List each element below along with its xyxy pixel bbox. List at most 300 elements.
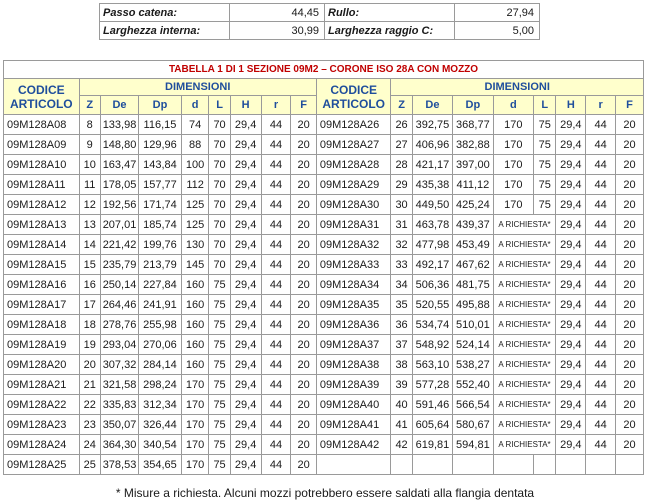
cell-de: 392,75 bbox=[412, 115, 452, 135]
cell-r: 44 bbox=[261, 135, 291, 155]
column-header-h: H bbox=[556, 96, 586, 115]
column-header-h: H bbox=[230, 96, 261, 115]
cell-d: 125 bbox=[181, 195, 209, 215]
cell-z: 29 bbox=[391, 175, 412, 195]
cell-z: 37 bbox=[391, 335, 412, 355]
cell-f: 20 bbox=[291, 295, 317, 315]
cell-de: 449,50 bbox=[412, 195, 452, 215]
cell-f: 20 bbox=[291, 155, 317, 175]
cell-de: 335,83 bbox=[100, 395, 138, 415]
spec-row bbox=[100, 4, 540, 22]
cell-d: 170 bbox=[493, 175, 533, 195]
article-code: 09M128A40 bbox=[316, 395, 391, 415]
article-code: 09M128A11 bbox=[4, 175, 80, 195]
cell-l: 75 bbox=[209, 415, 230, 435]
cell-r: 44 bbox=[261, 295, 291, 315]
article-code: 09M128A36 bbox=[316, 315, 391, 335]
article-code: 09M128A29 bbox=[316, 175, 391, 195]
cell-d: 88 bbox=[181, 135, 209, 155]
cell-f: 20 bbox=[291, 175, 317, 195]
sprocket-table bbox=[3, 60, 644, 475]
column-header-z: Z bbox=[79, 96, 100, 115]
on-request-note: A RICHIESTA* bbox=[493, 315, 556, 335]
cell-z: 16 bbox=[79, 275, 100, 295]
cell-h: 29,4 bbox=[230, 295, 261, 315]
column-header-l: L bbox=[534, 96, 556, 115]
empty-cell bbox=[412, 455, 452, 475]
empty-cell bbox=[453, 455, 493, 475]
cell-de: 321,58 bbox=[100, 375, 138, 395]
article-code: 09M128A38 bbox=[316, 355, 391, 375]
cell-f: 20 bbox=[291, 375, 317, 395]
cell-h: 29,4 bbox=[556, 235, 586, 255]
table-row bbox=[4, 455, 644, 475]
table-title: TABELLA 1 DI 1 SEZIONE 09M2 – CORONE ISO 28A CON MOZZO bbox=[4, 61, 644, 79]
table-row bbox=[4, 115, 644, 135]
cell-h: 29,4 bbox=[556, 115, 586, 135]
cell-dp: 397,00 bbox=[453, 155, 493, 175]
spec-label: Passo catena: bbox=[100, 4, 230, 22]
article-code: 09M128A16 bbox=[4, 275, 80, 295]
table-title-row bbox=[4, 61, 644, 79]
table-row bbox=[4, 275, 644, 295]
cell-f: 20 bbox=[291, 435, 317, 455]
cell-d: 160 bbox=[181, 335, 209, 355]
cell-f: 20 bbox=[616, 375, 644, 395]
dimensions-header-right: DIMENSIONI bbox=[391, 79, 644, 96]
cell-z: 41 bbox=[391, 415, 412, 435]
article-code: 09M128A13 bbox=[4, 215, 80, 235]
cell-r: 44 bbox=[586, 415, 616, 435]
cell-l: 75 bbox=[209, 275, 230, 295]
cell-f: 20 bbox=[616, 115, 644, 135]
on-request-note: A RICHIESTA* bbox=[493, 215, 556, 235]
cell-r: 44 bbox=[586, 115, 616, 135]
cell-de: 350,07 bbox=[100, 415, 138, 435]
cell-r: 44 bbox=[261, 235, 291, 255]
cell-dp: 129,96 bbox=[139, 135, 182, 155]
on-request-note: A RICHIESTA* bbox=[493, 235, 556, 255]
cell-z: 15 bbox=[79, 255, 100, 275]
spec-label: Rullo: bbox=[325, 4, 455, 22]
cell-l: 75 bbox=[209, 395, 230, 415]
table-row bbox=[4, 255, 644, 275]
cell-r: 44 bbox=[586, 235, 616, 255]
table-row bbox=[4, 295, 644, 315]
cell-d: 170 bbox=[493, 195, 533, 215]
cell-de: 163,47 bbox=[100, 155, 138, 175]
cell-l: 75 bbox=[209, 455, 230, 475]
spec-label: Larghezza interna: bbox=[100, 22, 230, 40]
cell-de: 221,42 bbox=[100, 235, 138, 255]
cell-r: 44 bbox=[586, 315, 616, 335]
cell-z: 31 bbox=[391, 215, 412, 235]
cell-l: 75 bbox=[209, 335, 230, 355]
article-code: 09M128A31 bbox=[316, 215, 391, 235]
cell-f: 20 bbox=[291, 275, 317, 295]
column-header-f: F bbox=[291, 96, 317, 115]
cell-r: 44 bbox=[586, 175, 616, 195]
table-row bbox=[4, 195, 644, 215]
cell-de: 364,30 bbox=[100, 435, 138, 455]
cell-z: 12 bbox=[79, 195, 100, 215]
cell-f: 20 bbox=[616, 175, 644, 195]
code-header-right: CODICE ARTICOLO bbox=[316, 79, 391, 115]
cell-de: 250,14 bbox=[100, 275, 138, 295]
table-row bbox=[4, 215, 644, 235]
cell-r: 44 bbox=[261, 315, 291, 335]
cell-l: 75 bbox=[534, 175, 556, 195]
cell-d: 160 bbox=[181, 275, 209, 295]
cell-f: 20 bbox=[291, 315, 317, 335]
cell-de: 435,38 bbox=[412, 175, 452, 195]
cell-h: 29,4 bbox=[556, 295, 586, 315]
cell-dp: 425,24 bbox=[453, 195, 493, 215]
cell-f: 20 bbox=[291, 255, 317, 275]
cell-r: 44 bbox=[261, 175, 291, 195]
cell-dp: 185,74 bbox=[139, 215, 182, 235]
cell-z: 11 bbox=[79, 175, 100, 195]
cell-f: 20 bbox=[291, 355, 317, 375]
cell-l: 70 bbox=[209, 115, 230, 135]
cell-f: 20 bbox=[291, 135, 317, 155]
column-header-l: L bbox=[209, 96, 230, 115]
cell-r: 44 bbox=[261, 395, 291, 415]
cell-dp: 143,84 bbox=[139, 155, 182, 175]
cell-f: 20 bbox=[616, 195, 644, 215]
cell-z: 28 bbox=[391, 155, 412, 175]
cell-h: 29,4 bbox=[556, 375, 586, 395]
cell-d: 170 bbox=[181, 395, 209, 415]
article-code: 09M128A21 bbox=[4, 375, 80, 395]
cell-h: 29,4 bbox=[230, 335, 261, 355]
cell-d: 170 bbox=[493, 115, 533, 135]
cell-z: 39 bbox=[391, 375, 412, 395]
cell-d: 100 bbox=[181, 155, 209, 175]
cell-l: 75 bbox=[209, 295, 230, 315]
cell-z: 32 bbox=[391, 235, 412, 255]
article-code: 09M128A22 bbox=[4, 395, 80, 415]
on-request-note: A RICHIESTA* bbox=[493, 255, 556, 275]
table-row bbox=[4, 315, 644, 335]
cell-de: 264,46 bbox=[100, 295, 138, 315]
cell-r: 44 bbox=[261, 155, 291, 175]
cell-h: 29,4 bbox=[556, 315, 586, 335]
cell-r: 44 bbox=[586, 195, 616, 215]
spec-table bbox=[99, 3, 540, 40]
cell-dp: 510,01 bbox=[453, 315, 493, 335]
article-code: 09M128A34 bbox=[316, 275, 391, 295]
cell-d: 170 bbox=[181, 375, 209, 395]
cell-z: 8 bbox=[79, 115, 100, 135]
cell-l: 70 bbox=[209, 215, 230, 235]
cell-z: 25 bbox=[79, 455, 100, 475]
cell-de: 605,64 bbox=[412, 415, 452, 435]
cell-h: 29,4 bbox=[556, 215, 586, 235]
cell-z: 24 bbox=[79, 435, 100, 455]
cell-f: 20 bbox=[291, 395, 317, 415]
article-code: 09M128A08 bbox=[4, 115, 80, 135]
on-request-note: A RICHIESTA* bbox=[493, 275, 556, 295]
cell-f: 20 bbox=[291, 455, 317, 475]
cell-d: 170 bbox=[181, 455, 209, 475]
footnote: * Misure a richiesta. Alcuni mozzi potrebbero essere saldati alla flangia dentata bbox=[115, 486, 535, 500]
cell-z: 27 bbox=[391, 135, 412, 155]
article-code: 09M128A27 bbox=[316, 135, 391, 155]
spec-value: 5,00 bbox=[455, 22, 540, 40]
cell-dp: 580,67 bbox=[453, 415, 493, 435]
cell-d: 170 bbox=[181, 415, 209, 435]
cell-h: 29,4 bbox=[230, 195, 261, 215]
cell-h: 29,4 bbox=[230, 375, 261, 395]
code-header-left: CODICE ARTICOLO bbox=[4, 79, 80, 115]
article-code: 09M128A30 bbox=[316, 195, 391, 215]
cell-r: 44 bbox=[586, 375, 616, 395]
cell-h: 29,4 bbox=[556, 155, 586, 175]
article-code: 09M128A09 bbox=[4, 135, 80, 155]
cell-dp: 481,75 bbox=[453, 275, 493, 295]
cell-d: 170 bbox=[493, 155, 533, 175]
column-header-z: Z bbox=[391, 96, 412, 115]
cell-d: 170 bbox=[493, 135, 533, 155]
cell-f: 20 bbox=[616, 155, 644, 175]
article-code: 09M128A28 bbox=[316, 155, 391, 175]
cell-de: 192,56 bbox=[100, 195, 138, 215]
cell-z: 35 bbox=[391, 295, 412, 315]
cell-l: 70 bbox=[209, 235, 230, 255]
cell-r: 44 bbox=[586, 355, 616, 375]
cell-l: 75 bbox=[209, 375, 230, 395]
cell-h: 29,4 bbox=[556, 435, 586, 455]
cell-h: 29,4 bbox=[230, 235, 261, 255]
cell-f: 20 bbox=[616, 135, 644, 155]
cell-z: 20 bbox=[79, 355, 100, 375]
cell-dp: 255,98 bbox=[139, 315, 182, 335]
cell-r: 44 bbox=[586, 395, 616, 415]
cell-h: 29,4 bbox=[230, 355, 261, 375]
cell-dp: 199,76 bbox=[139, 235, 182, 255]
cell-z: 33 bbox=[391, 255, 412, 275]
cell-de: 148,80 bbox=[100, 135, 138, 155]
column-header-r: r bbox=[586, 96, 616, 115]
cell-z: 14 bbox=[79, 235, 100, 255]
cell-de: 548,92 bbox=[412, 335, 452, 355]
cell-de: 421,17 bbox=[412, 155, 452, 175]
article-code: 09M128A35 bbox=[316, 295, 391, 315]
cell-d: 145 bbox=[181, 255, 209, 275]
spec-value: 30,99 bbox=[230, 22, 325, 40]
cell-dp: 298,24 bbox=[139, 375, 182, 395]
cell-r: 44 bbox=[261, 435, 291, 455]
cell-z: 30 bbox=[391, 195, 412, 215]
cell-z: 18 bbox=[79, 315, 100, 335]
cell-z: 19 bbox=[79, 335, 100, 355]
cell-h: 29,4 bbox=[556, 275, 586, 295]
cell-de: 133,98 bbox=[100, 115, 138, 135]
cell-z: 21 bbox=[79, 375, 100, 395]
cell-l: 75 bbox=[534, 195, 556, 215]
column-header-d: d bbox=[493, 96, 533, 115]
cell-z: 26 bbox=[391, 115, 412, 135]
cell-h: 29,4 bbox=[556, 395, 586, 415]
article-code: 09M128A19 bbox=[4, 335, 80, 355]
cell-d: 170 bbox=[181, 435, 209, 455]
cell-dp: 453,49 bbox=[453, 235, 493, 255]
table-row bbox=[4, 395, 644, 415]
cell-dp: 354,65 bbox=[139, 455, 182, 475]
table-row bbox=[4, 355, 644, 375]
cell-h: 29,4 bbox=[556, 355, 586, 375]
cell-dp: 227,84 bbox=[139, 275, 182, 295]
cell-dp: 566,54 bbox=[453, 395, 493, 415]
cell-dp: 241,91 bbox=[139, 295, 182, 315]
cell-f: 20 bbox=[291, 335, 317, 355]
table-row bbox=[4, 415, 644, 435]
cell-h: 29,4 bbox=[556, 135, 586, 155]
empty-cell bbox=[316, 455, 391, 475]
cell-r: 44 bbox=[261, 215, 291, 235]
cell-h: 29,4 bbox=[230, 175, 261, 195]
column-header-d: d bbox=[181, 96, 209, 115]
article-code: 09M128A10 bbox=[4, 155, 80, 175]
column-header-r: r bbox=[261, 96, 291, 115]
spec-body bbox=[100, 4, 540, 40]
cell-de: 577,28 bbox=[412, 375, 452, 395]
cell-dp: 116,15 bbox=[139, 115, 182, 135]
cell-h: 29,4 bbox=[556, 175, 586, 195]
cell-d: 112 bbox=[181, 175, 209, 195]
cell-r: 44 bbox=[261, 375, 291, 395]
article-code: 09M128A41 bbox=[316, 415, 391, 435]
cell-r: 44 bbox=[261, 115, 291, 135]
cell-f: 20 bbox=[291, 195, 317, 215]
cell-r: 44 bbox=[261, 415, 291, 435]
article-code: 09M128A24 bbox=[4, 435, 80, 455]
on-request-note: A RICHIESTA* bbox=[493, 435, 556, 455]
cell-f: 20 bbox=[291, 215, 317, 235]
cell-h: 29,4 bbox=[230, 155, 261, 175]
cell-z: 40 bbox=[391, 395, 412, 415]
cell-h: 29,4 bbox=[230, 455, 261, 475]
cell-h: 29,4 bbox=[556, 415, 586, 435]
cell-h: 29,4 bbox=[230, 415, 261, 435]
empty-cell bbox=[556, 455, 586, 475]
cell-l: 70 bbox=[209, 195, 230, 215]
cell-f: 20 bbox=[616, 395, 644, 415]
empty-cell bbox=[391, 455, 412, 475]
cell-f: 20 bbox=[616, 315, 644, 335]
table-row bbox=[4, 175, 644, 195]
cell-dp: 340,54 bbox=[139, 435, 182, 455]
cell-dp: 157,77 bbox=[139, 175, 182, 195]
article-code: 09M128A26 bbox=[316, 115, 391, 135]
cell-l: 70 bbox=[209, 175, 230, 195]
table-row bbox=[4, 135, 644, 155]
cell-de: 207,01 bbox=[100, 215, 138, 235]
cell-r: 44 bbox=[261, 455, 291, 475]
table-row bbox=[4, 435, 644, 455]
column-header-f: F bbox=[616, 96, 644, 115]
article-code: 09M128A32 bbox=[316, 235, 391, 255]
cell-r: 44 bbox=[586, 275, 616, 295]
cell-de: 307,32 bbox=[100, 355, 138, 375]
cell-de: 492,17 bbox=[412, 255, 452, 275]
empty-cell bbox=[586, 455, 616, 475]
on-request-note: A RICHIESTA* bbox=[493, 335, 556, 355]
cell-de: 378,53 bbox=[100, 455, 138, 475]
cell-r: 44 bbox=[261, 195, 291, 215]
cell-de: 235,79 bbox=[100, 255, 138, 275]
spec-value: 44,45 bbox=[230, 4, 325, 22]
cell-z: 23 bbox=[79, 415, 100, 435]
empty-cell bbox=[616, 455, 644, 475]
on-request-note: A RICHIESTA* bbox=[493, 415, 556, 435]
cell-r: 44 bbox=[261, 255, 291, 275]
cell-z: 38 bbox=[391, 355, 412, 375]
cell-r: 44 bbox=[261, 355, 291, 375]
cell-z: 13 bbox=[79, 215, 100, 235]
cell-r: 44 bbox=[586, 435, 616, 455]
cell-de: 293,04 bbox=[100, 335, 138, 355]
cell-l: 75 bbox=[209, 355, 230, 375]
cell-d: 160 bbox=[181, 315, 209, 335]
column-header-de: De bbox=[412, 96, 452, 115]
on-request-note: A RICHIESTA* bbox=[493, 295, 556, 315]
cell-h: 29,4 bbox=[230, 135, 261, 155]
cell-f: 20 bbox=[616, 335, 644, 355]
cell-h: 29,4 bbox=[556, 335, 586, 355]
cell-z: 42 bbox=[391, 435, 412, 455]
cell-de: 619,81 bbox=[412, 435, 452, 455]
cell-dp: 368,77 bbox=[453, 115, 493, 135]
cell-f: 20 bbox=[291, 235, 317, 255]
empty-cell bbox=[534, 455, 556, 475]
cell-r: 44 bbox=[586, 135, 616, 155]
table-row bbox=[4, 155, 644, 175]
article-code: 09M128A14 bbox=[4, 235, 80, 255]
cell-f: 20 bbox=[616, 355, 644, 375]
cell-dp: 538,27 bbox=[453, 355, 493, 375]
cell-dp: 213,79 bbox=[139, 255, 182, 275]
cell-dp: 495,88 bbox=[453, 295, 493, 315]
cell-dp: 326,44 bbox=[139, 415, 182, 435]
dimensions-header-left: DIMENSIONI bbox=[79, 79, 316, 96]
article-code: 09M128A12 bbox=[4, 195, 80, 215]
column-header-dp: Dp bbox=[139, 96, 182, 115]
cell-l: 75 bbox=[534, 135, 556, 155]
on-request-note: A RICHIESTA* bbox=[493, 355, 556, 375]
cell-r: 44 bbox=[586, 335, 616, 355]
cell-dp: 312,34 bbox=[139, 395, 182, 415]
article-code: 09M128A42 bbox=[316, 435, 391, 455]
cell-d: 130 bbox=[181, 235, 209, 255]
table-row bbox=[4, 375, 644, 395]
cell-dp: 270,06 bbox=[139, 335, 182, 355]
cell-l: 75 bbox=[534, 115, 556, 135]
cell-f: 20 bbox=[616, 295, 644, 315]
cell-h: 29,4 bbox=[556, 195, 586, 215]
article-code: 09M128A25 bbox=[4, 455, 80, 475]
article-code: 09M128A15 bbox=[4, 255, 80, 275]
cell-l: 70 bbox=[209, 255, 230, 275]
cell-r: 44 bbox=[261, 335, 291, 355]
cell-d: 125 bbox=[181, 215, 209, 235]
cell-f: 20 bbox=[291, 415, 317, 435]
cell-dp: 382,88 bbox=[453, 135, 493, 155]
column-header-dp: Dp bbox=[453, 96, 493, 115]
cell-dp: 439,37 bbox=[453, 215, 493, 235]
article-code: 09M128A23 bbox=[4, 415, 80, 435]
